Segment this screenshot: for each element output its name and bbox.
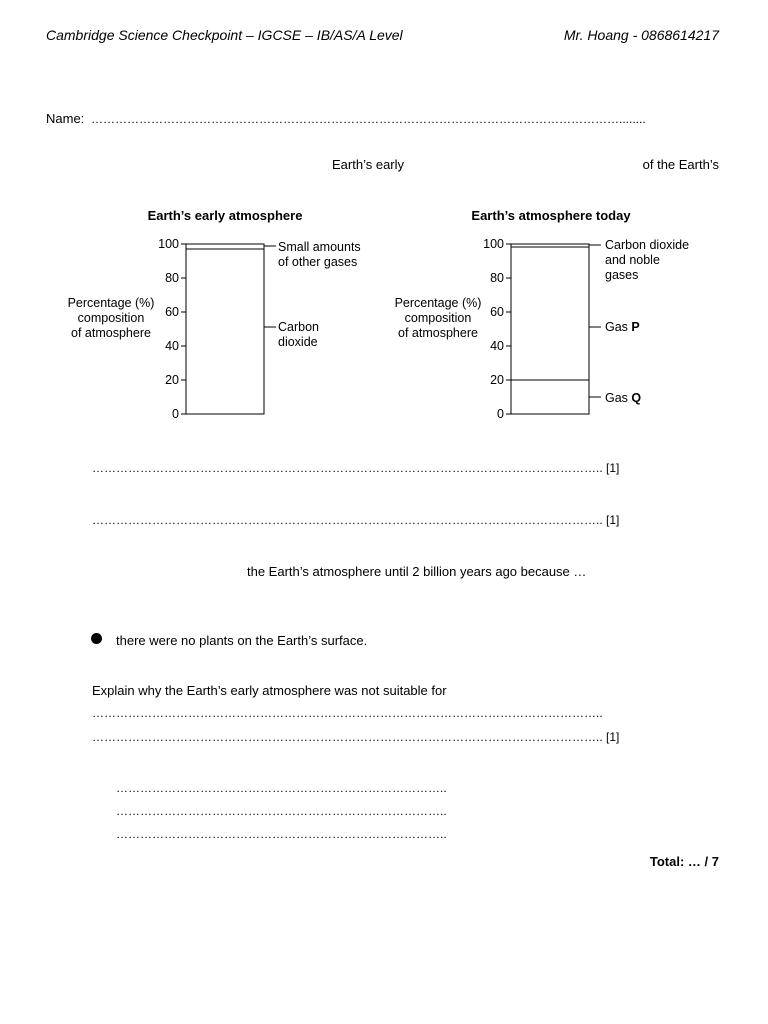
chart2-bar	[511, 244, 589, 414]
chart2-label-co2-1: Carbon dioxide	[605, 238, 690, 252]
chart1-ylabel-line1: Percentage (%)	[67, 296, 155, 310]
header-left: Cambridge Science Checkpoint – IGCSE – IB/AS/A Level	[46, 27, 403, 43]
intro-part1: Earth’s early	[332, 157, 405, 172]
answer-line-2[interactable]: ……………………………………………………………………………………………………………….. [1]	[92, 513, 620, 527]
chart2-ylabel-line3: of atmosphere	[398, 326, 478, 340]
y-tick-label: 20	[165, 373, 179, 387]
chart1-label-carbon-dioxide-1: Carbon	[278, 320, 319, 334]
chart2-label-gas-q: Gas Q	[605, 391, 642, 405]
chart2-title: Earth’s atmosphere today	[471, 208, 631, 223]
chart2-ylabel-line1: Percentage (%)	[394, 296, 482, 310]
chart2-ylabel-line2: composition	[404, 311, 472, 325]
chart1-bar	[186, 244, 264, 414]
y-tick-label: 40	[165, 339, 179, 353]
chart2-label-co2-3: gases	[605, 268, 639, 282]
chart1-title: Earth’s early atmosphere	[147, 208, 303, 223]
chart1-ylabel-line3: of atmosphere	[71, 326, 151, 340]
explain-question: Explain why the Earth’s early atmosphere was not suitable for	[92, 683, 447, 698]
chart2-label-co2-2: and noble	[605, 253, 660, 267]
name-label: Name:	[46, 111, 85, 126]
chart2-label-gas-p: Gas P	[605, 320, 640, 334]
explain-answer-line-2[interactable]: ……………………………………………………………………………………………………………….. [1]	[92, 730, 620, 744]
y-tick-label: 40	[490, 339, 504, 353]
intro-part2: of the Earth’s	[642, 157, 719, 172]
explain-answer-line-1[interactable]: ………………………………………………………………………………………………………………..	[92, 706, 603, 720]
bullet-icon	[91, 633, 102, 644]
bullet-text: there were no plants on the Earth’s surface.	[116, 633, 368, 648]
chart1-y-ticks	[158, 237, 186, 421]
chart1-label-carbon-dioxide-2: dioxide	[278, 335, 318, 349]
y-tick-label: 100	[483, 237, 504, 251]
chart1-label-other-gases-1: Small amounts	[278, 240, 361, 254]
y-tick-label: 100	[158, 237, 179, 251]
total-score: Total: … / 7	[649, 854, 719, 869]
chart-early-atmosphere	[68, 208, 361, 421]
y-tick-label: 60	[165, 305, 179, 319]
statement-text: the Earth’s atmosphere until 2 billion years ago because …	[247, 564, 587, 579]
y-tick-label: 0	[497, 407, 504, 421]
header-right: Mr. Hoang - 0868614217	[563, 27, 719, 43]
y-tick-label: 60	[490, 305, 504, 319]
chart2-y-ticks	[483, 237, 511, 421]
answer-line-1[interactable]: ……………………………………………………………………………………………………………….. [1]	[92, 461, 620, 475]
short-answer-line-1[interactable]: ………………………………………………………………………..	[116, 781, 447, 795]
y-tick-label: 20	[490, 373, 504, 387]
y-tick-label: 0	[172, 407, 179, 421]
chart-atmosphere-today	[395, 208, 690, 421]
atmosphere-charts-figure	[55, 200, 715, 430]
chart1-ylabel-line2: composition	[77, 311, 145, 325]
chart1-label-other-gases-2: of other gases	[278, 255, 358, 269]
y-tick-label: 80	[490, 271, 504, 285]
short-answer-line-2[interactable]: ………………………………………………………………………..	[116, 804, 447, 818]
short-answer-line-3[interactable]: ………………………………………………………………………..	[116, 827, 447, 841]
y-tick-label: 80	[165, 271, 179, 285]
name-dots: ……………………………………………………………………………………………………………………........	[91, 112, 646, 126]
